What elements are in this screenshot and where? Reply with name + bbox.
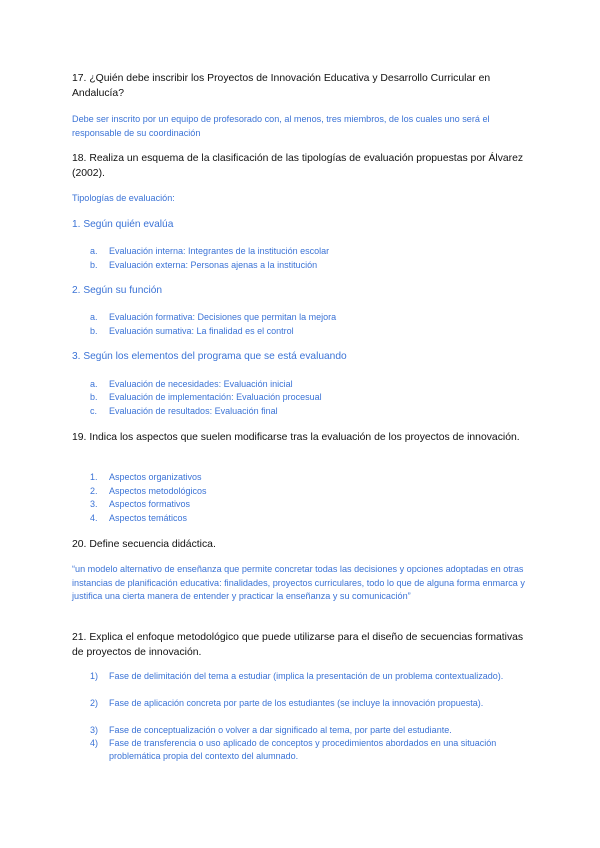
- list-item-text: Evaluación externa: Personas ajenas a la institución: [109, 260, 318, 270]
- list-marker: 4.: [90, 513, 98, 523]
- question-18: 18. Realiza un esquema de la clasificación de las tipologías de evaluación propuestas por Álvarez (2002).: [72, 153, 524, 179]
- list-marker: b.: [90, 326, 98, 336]
- list-item-text: Aspectos metodológicos: [109, 486, 207, 496]
- list-item-text: Evaluación formativa: Decisiones que permitan la mejora: [109, 312, 337, 322]
- list-item-text: Fase de conceptualización o volver a dar significado al tema, por parte del estudiante.: [109, 725, 452, 735]
- list-marker: 3): [90, 725, 99, 735]
- question-21: 21. Explica el enfoque metodológico que puede utilizarse para el diseño de secuencias formativas de proyectos de innovación.: [72, 632, 524, 658]
- list-item-text: Evaluación de resultados: Evaluación final: [109, 406, 278, 416]
- list-item: [90, 670, 510, 683]
- list-item: [90, 391, 510, 404]
- answer-20: “un modelo alternativo de enseñanza que permite concretar todas las decisiones y opciones adoptadas en otras instancias de planificación educativa: finalidades, proyectos curriculares, todo lo que de alguna forma enmarca y justifica una cierta manera de entender y practicar la enseñanza y su comunicación”: [72, 564, 525, 602]
- list-item: [90, 498, 510, 511]
- answer-18-intro: Tipologías de evaluación:: [72, 193, 175, 203]
- list-item: [90, 259, 510, 272]
- list-item: [90, 471, 510, 484]
- list-item-text: Aspectos formativos: [109, 499, 191, 509]
- list-item-text: Evaluación interna: Integrantes de la institución escolar: [109, 246, 330, 256]
- list-marker: c.: [90, 406, 98, 416]
- list-marker: 1.: [90, 472, 98, 482]
- section-heading: 1. Según quién evalúa: [72, 219, 174, 230]
- list-marker: b.: [90, 392, 98, 402]
- section-heading: 3. Según los elementos del programa que se está evaluando: [72, 351, 347, 362]
- list-marker: 2.: [90, 486, 98, 496]
- list-item: [90, 245, 510, 258]
- answer-17: Debe ser inscrito por un equipo de profesorado con, al menos, tres miembros, de los cuales uno será el responsable de su coordinación: [72, 114, 490, 138]
- list-marker: b.: [90, 260, 98, 270]
- list-item: [90, 378, 510, 391]
- section-heading: 2. Según su función: [72, 285, 163, 296]
- list-marker: a.: [90, 246, 98, 256]
- list-marker: 2): [90, 698, 99, 708]
- list-item: [90, 325, 510, 338]
- list-item-text: Aspectos temáticos: [109, 513, 188, 523]
- list-item-text: Evaluación de implementación: Evaluación procesual: [109, 392, 322, 402]
- question-17: 17. ¿Quién debe inscribir los Proyectos de Innovación Educativa y Desarrollo Curricular en Andalucía?: [72, 73, 491, 99]
- list-item-text: Fase de aplicación concreta por parte de los estudiantes (se incluye la innovación propuesta).: [109, 698, 484, 708]
- list-marker: 3.: [90, 499, 98, 509]
- list-item: [90, 512, 510, 525]
- list-item-text: Fase de delimitación del tema a estudiar (implica la presentación de un problema contextualizado).: [109, 671, 504, 681]
- list-item-text: Evaluación de necesidades: Evaluación inicial: [109, 379, 293, 389]
- list-marker: 1): [90, 671, 99, 681]
- list-item: [90, 311, 510, 324]
- list-item: [90, 737, 510, 764]
- list-item-text: Fase de transferencia o uso aplicado de conceptos y procedimientos abordados en una situación problemática propia del contexto del alumnado.: [109, 738, 497, 762]
- question-20: 20. Define secuencia didáctica.: [72, 539, 216, 550]
- list-marker: a.: [90, 379, 98, 389]
- list-marker: 4): [90, 738, 99, 748]
- list-item-text: Aspectos organizativos: [109, 472, 202, 482]
- list-item-text: Evaluación sumativa: La finalidad es el control: [109, 326, 294, 336]
- list-marker: a.: [90, 312, 98, 322]
- list-item: [90, 697, 510, 710]
- list-item: [90, 724, 510, 737]
- list-item: [90, 405, 510, 418]
- question-19: 19. Indica los aspectos que suelen modificarse tras la evaluación de los proyectos de innovación.: [72, 432, 520, 443]
- list-item: [90, 485, 510, 498]
